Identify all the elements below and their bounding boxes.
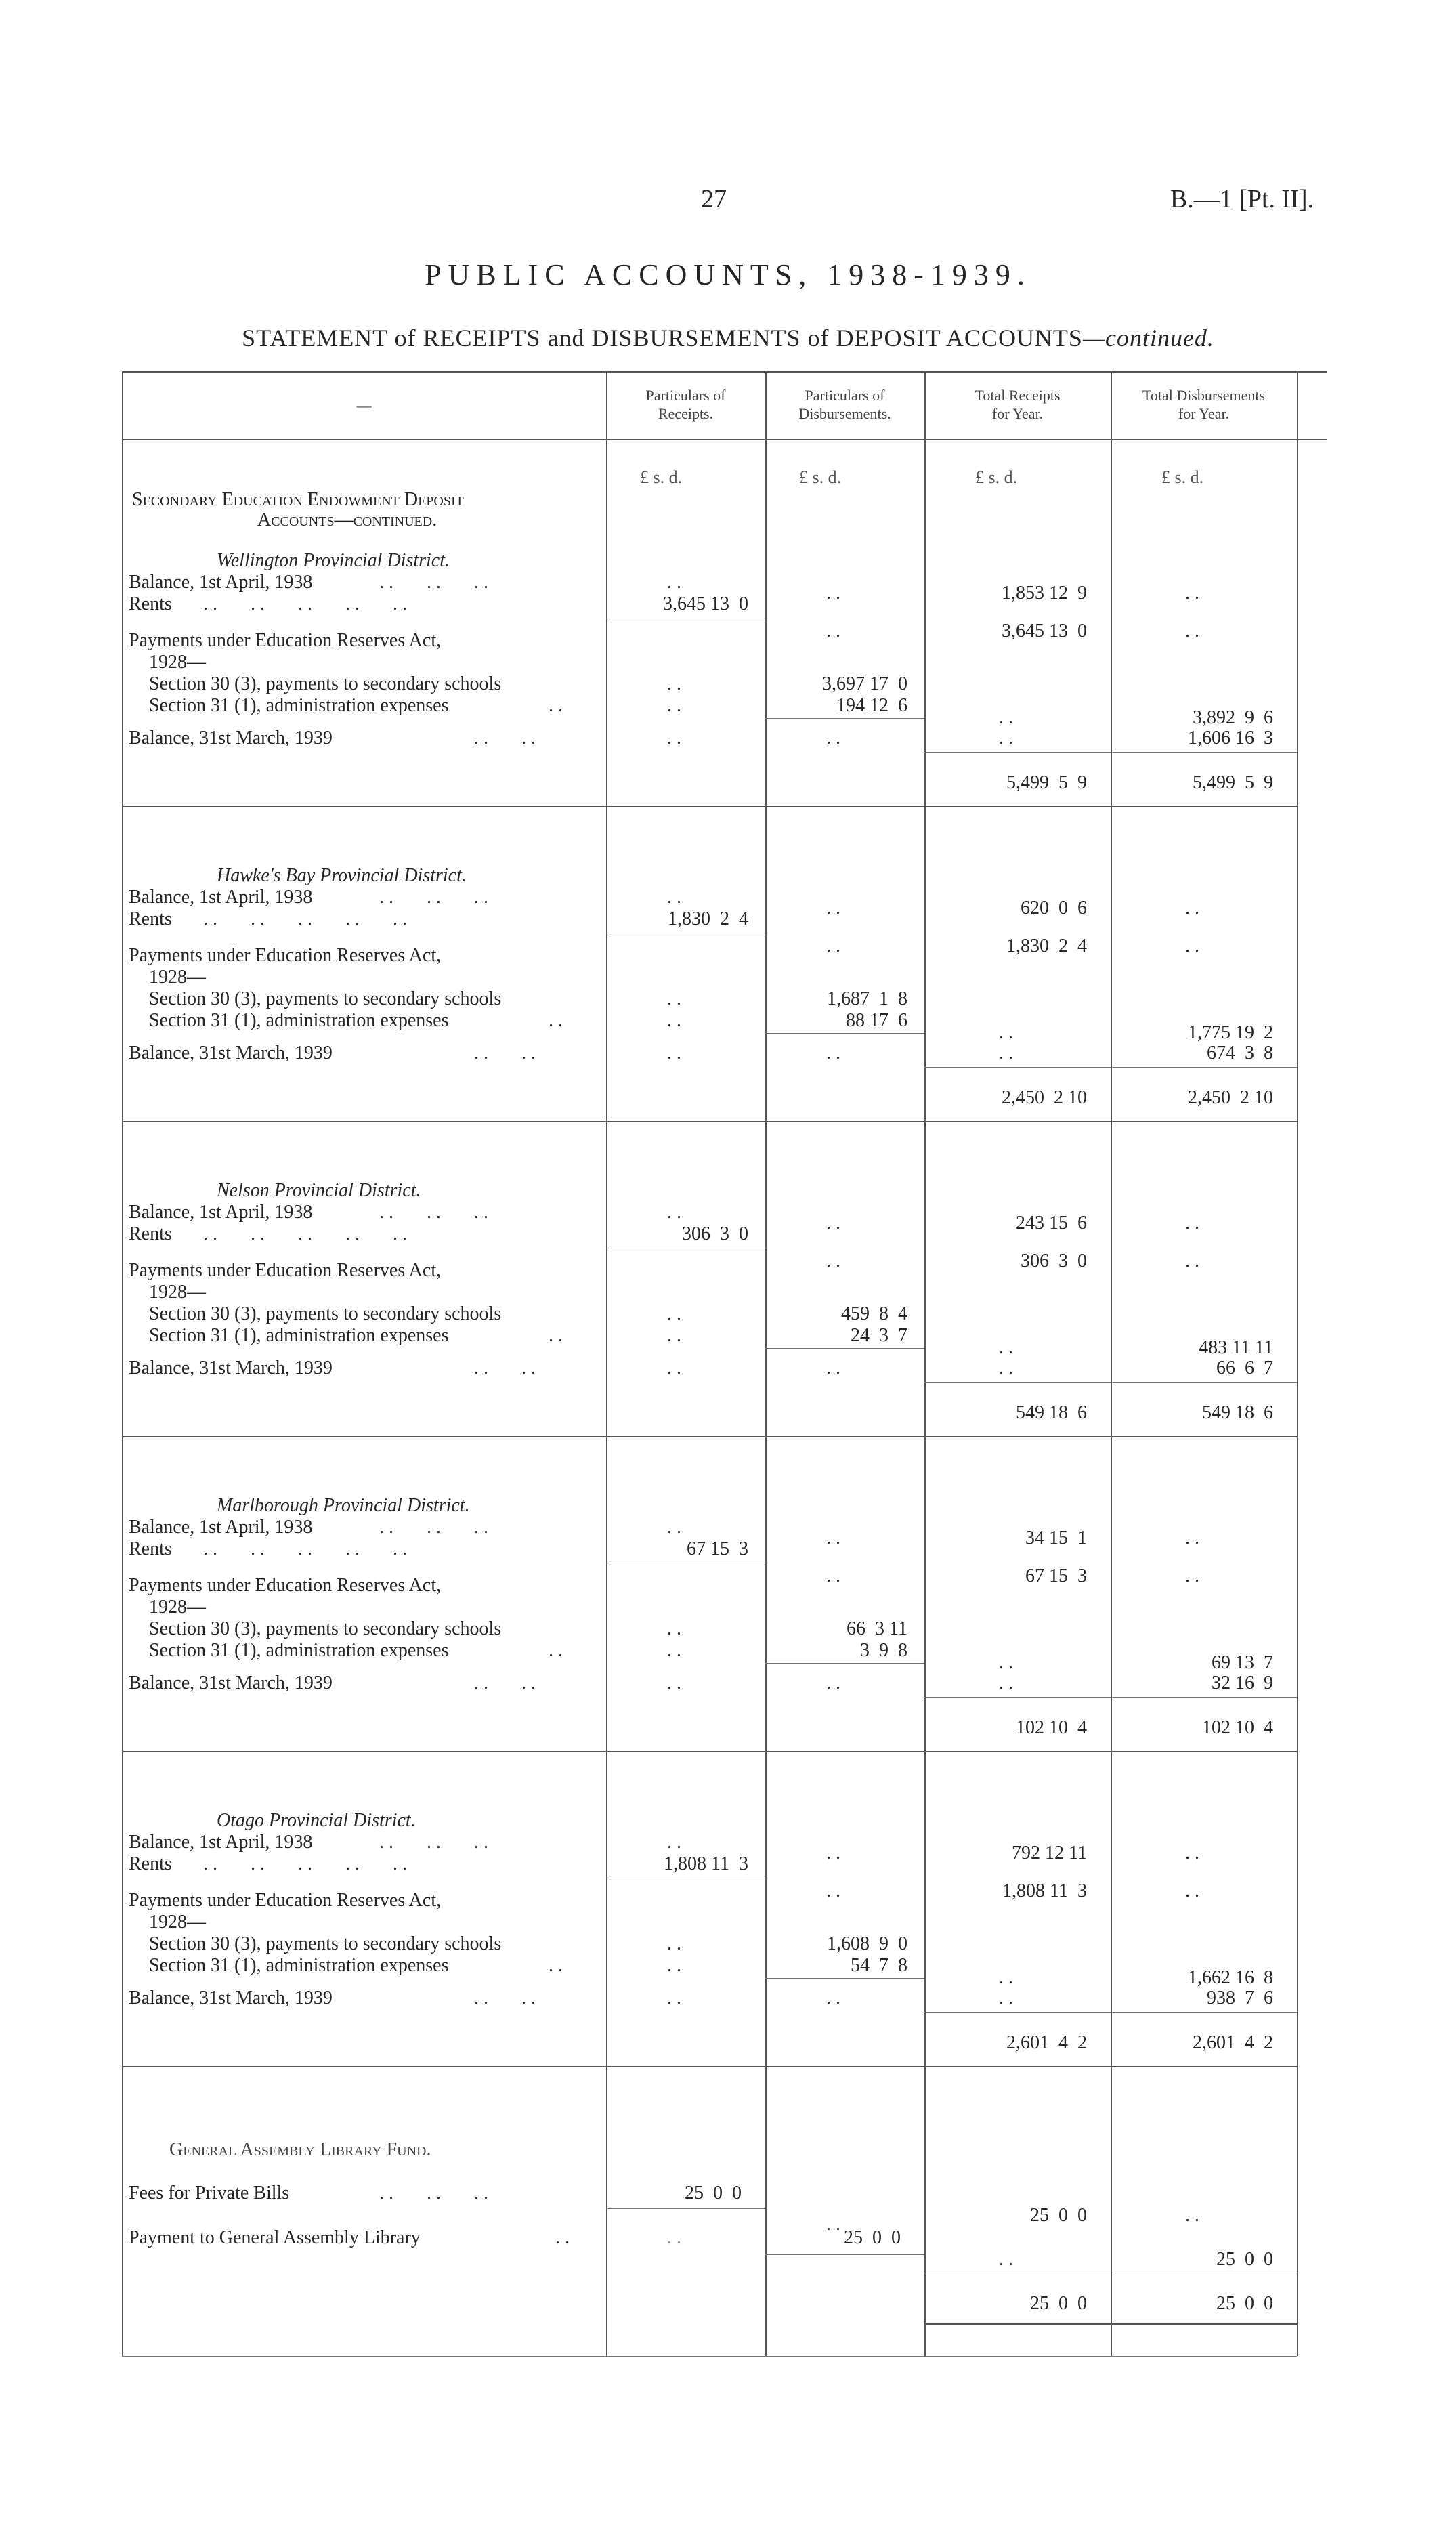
table-left-rule — [122, 371, 123, 2356]
balance-close-label: Balance, 31st March, 1939 — [129, 1987, 333, 2008]
receipts-dots: . . — [667, 1640, 681, 1661]
receipts-dots: . . — [667, 695, 681, 716]
library-receipts-rule — [606, 2208, 765, 2209]
total-receipts-balance: 620 0 6 — [1021, 898, 1087, 919]
payments-year: 1928— — [149, 967, 206, 988]
receipts-dots: . . — [667, 1325, 681, 1346]
page-title: PUBLIC ACCOUNTS, 1938-1939. — [425, 258, 1031, 291]
section-total-disbursements: 5,499 5 9 — [1193, 772, 1273, 793]
tr-dots: . . — [999, 1672, 1013, 1693]
td-dots: . . — [1185, 1565, 1199, 1586]
receipts-dots: . . — [667, 673, 681, 694]
document-reference: B.—1 [Pt. II]. — [1170, 185, 1314, 213]
payments-label: Payments under Education Reserves Act, — [129, 1575, 442, 1596]
section-31-value: 88 17 6 — [846, 1010, 907, 1031]
district-name: Wellington Provincial District. — [217, 550, 450, 571]
section-30-value: 66 3 11 — [847, 1618, 907, 1639]
disb-rule — [765, 1033, 924, 1034]
rents-label: Rents — [129, 1538, 172, 1559]
balance-close-leaders: . . . . — [474, 1042, 536, 1063]
total-rule — [924, 1697, 1297, 1698]
district-name: Hawke's Bay Provincial District. — [217, 865, 467, 886]
disb-dots: . . — [826, 728, 840, 749]
section-total-receipts: 102 10 4 — [1016, 1717, 1087, 1738]
disb-rule — [765, 1348, 924, 1349]
receipts-dots: . . — [667, 1010, 681, 1031]
td-dots: . . — [1185, 898, 1199, 919]
section-30-label: Section 30 (3), payments to secondary schools — [149, 673, 502, 694]
payment-leaders: . . — [555, 2227, 570, 2248]
library-total-receipts: 25 0 0 — [1030, 2205, 1087, 2226]
disb-dots: . . — [826, 1842, 840, 1863]
rents-leaders: . . . . . . . . . . — [203, 908, 407, 929]
disb-rule — [765, 1663, 924, 1664]
balance-open-label: Balance, 1st April, 1938 — [129, 572, 313, 593]
disb-dots: . . — [826, 898, 840, 919]
td-dots: . . — [1185, 935, 1199, 956]
total-disbursements-payments: 69 13 7 — [1212, 1652, 1273, 1673]
disb-rule — [765, 1978, 924, 1979]
total-receipts-rents: 67 15 3 — [1025, 1565, 1087, 1586]
section-30-value: 1,687 1 8 — [827, 988, 907, 1009]
tr-dots: . . — [999, 1987, 1013, 2008]
total-disbursements-payments: 483 11 11 — [1199, 1337, 1273, 1358]
balance-open-leaders: . . . . . . — [379, 572, 488, 593]
receipts-dots: . . — [667, 1832, 681, 1853]
disb-dots: . . — [826, 1042, 840, 1063]
receipts-dots: . . — [667, 1618, 681, 1639]
table-right-rule — [1297, 371, 1298, 2356]
total-disbursements-payments: 3,892 9 6 — [1193, 707, 1273, 728]
section-separator-rule — [122, 1121, 1297, 1122]
fees-label: Fees for Private Bills — [129, 2183, 290, 2204]
receipts-dots: . . — [667, 1202, 681, 1223]
balance-close-label: Balance, 31st March, 1939 — [129, 1042, 333, 1063]
balance-open-leaders: . . . . . . — [379, 1517, 488, 1538]
tr-dots: . . — [999, 728, 1013, 749]
payments-year: 1928— — [149, 1912, 206, 1933]
page-number: 27 — [701, 185, 727, 213]
receipts-dots: . . — [667, 1517, 681, 1538]
col-rule-3 — [924, 371, 926, 2356]
units-total-receipts: £ s. d. — [975, 467, 1018, 487]
col-rule-1 — [606, 371, 607, 2356]
library-double-rule — [924, 2323, 1297, 2325]
library-fund-title: General Assembly Library Fund. — [169, 2139, 431, 2160]
section-31-label: Section 31 (1), administration expenses — [149, 1955, 449, 1976]
fees-leaders: . . . . . . — [379, 2183, 488, 2204]
rents-leaders: . . . . . . . . . . — [203, 1853, 407, 1874]
library-disb-rule — [765, 2254, 924, 2255]
payment-receipts-dots: . . — [667, 2227, 681, 2248]
total-receipts-rents: 1,808 11 3 — [1002, 1880, 1087, 1901]
section-30-label: Section 30 (3), payments to secondary schools — [149, 1933, 502, 1954]
table-top-rule — [122, 371, 1327, 373]
total-receipts-rents: 1,830 2 4 — [1006, 935, 1087, 956]
rents-label: Rents — [129, 1853, 172, 1874]
total-disbursements-payments: 1,775 19 2 — [1188, 1022, 1273, 1043]
section-31-leaders: . . — [549, 1955, 563, 1976]
rents-label: Rents — [129, 908, 172, 929]
section-31-value: 24 3 7 — [851, 1325, 907, 1346]
tr-dots: . . — [999, 707, 1013, 728]
disb-dots: . . — [826, 583, 840, 604]
col-header-total-receipts: Total Receipts for Year. — [975, 387, 1061, 422]
receipts-dots: . . — [667, 1357, 681, 1378]
payment-label: Payment to General Assembly Library — [129, 2227, 421, 2248]
district-name: Otago Provincial District. — [217, 1810, 416, 1831]
rents-receipt-value: 3,645 13 0 — [663, 593, 748, 614]
section-31-label: Section 31 (1), administration expenses — [149, 695, 449, 716]
balance-close-leaders: . . . . — [474, 1987, 536, 2008]
col-header-description: — — [356, 397, 372, 414]
section-31-value: 3 9 8 — [860, 1640, 907, 1661]
total-receipts-rents: 3,645 13 0 — [1002, 620, 1087, 641]
disb-dots: . . — [826, 1672, 840, 1693]
balance-close-label: Balance, 31st March, 1939 — [129, 1672, 333, 1693]
receipts-dots: . . — [667, 1933, 681, 1954]
total-rule — [924, 752, 1297, 753]
section-31-label: Section 31 (1), administration expenses — [149, 1010, 449, 1031]
balance-open-leaders: . . . . . . — [379, 1202, 488, 1223]
receipts-dots: . . — [667, 1955, 681, 1976]
section-30-value: 3,697 17 0 — [822, 673, 907, 694]
section-total-disbursements: 102 10 4 — [1202, 1717, 1273, 1738]
section-total-disbursements: 2,450 2 10 — [1188, 1087, 1273, 1108]
disb-dots: . . — [826, 1987, 840, 2008]
tr-dots: . . — [999, 1967, 1013, 1988]
section-separator-rule — [122, 1436, 1297, 1437]
rents-leaders: . . . . . . . . . . — [203, 1538, 407, 1559]
total-rule — [924, 1067, 1297, 1068]
section-31-value: 194 12 6 — [836, 695, 907, 716]
table-bottom-rule — [122, 2356, 1297, 2357]
total-receipts-balance: 34 15 1 — [1025, 1528, 1087, 1549]
account-heading: Secondary Education Endowment Deposit — [132, 489, 464, 510]
col-header-receipts: Particulars of Receipts. — [645, 387, 726, 422]
disb-dots: . . — [826, 1565, 840, 1586]
section-30-label: Section 30 (3), payments to secondary schools — [149, 1303, 502, 1324]
col-header-total-disbursements: Total Disbursements for Year. — [1142, 387, 1266, 422]
section-31-leaders: . . — [549, 1010, 563, 1031]
library-tr-dots: . . — [999, 2249, 1013, 2270]
disb-dots: . . — [826, 620, 840, 641]
td-dots: . . — [1185, 620, 1199, 641]
section-31-leaders: . . — [549, 695, 563, 716]
rents-label: Rents — [129, 1223, 172, 1244]
section-31-leaders: . . — [549, 1325, 563, 1346]
rents-label: Rents — [129, 593, 172, 614]
payments-label: Payments under Education Reserves Act, — [129, 945, 442, 966]
total-receipts-balance: 243 15 6 — [1016, 1213, 1087, 1234]
section-separator-rule — [122, 2066, 1297, 2067]
td-dots: . . — [1185, 583, 1199, 604]
total-receipts-balance: 792 12 11 — [1012, 1842, 1087, 1863]
rents-receipt-value: 1,830 2 4 — [668, 908, 748, 929]
receipts-dots: . . — [667, 1987, 681, 2008]
payments-label: Payments under Education Reserves Act, — [129, 630, 442, 651]
tr-dots: . . — [999, 1357, 1013, 1378]
rents-receipt-value: 67 15 3 — [687, 1538, 748, 1559]
section-30-label: Section 30 (3), payments to secondary schools — [149, 988, 502, 1009]
payments-label: Payments under Education Reserves Act, — [129, 1260, 442, 1281]
disb-rule — [765, 718, 924, 719]
balance-close-leaders: . . . . — [474, 1672, 536, 1693]
total-disbursements-balance: 938 7 6 — [1207, 1987, 1273, 2008]
balance-close-label: Balance, 31st March, 1939 — [129, 1357, 333, 1378]
section-total-receipts: 549 18 6 — [1016, 1402, 1087, 1423]
tr-dots: . . — [999, 1042, 1013, 1063]
tr-dots: . . — [999, 1337, 1013, 1358]
tr-dots: . . — [999, 1652, 1013, 1673]
disb-dots: . . — [826, 1250, 840, 1271]
section-30-value: 1,608 9 0 — [827, 1933, 907, 1954]
section-30-value: 459 8 4 — [841, 1303, 907, 1324]
section-total-receipts: 5,499 5 9 — [1006, 772, 1087, 793]
receipts-dots: . . — [667, 988, 681, 1009]
tr-dots: . . — [999, 1022, 1013, 1043]
receipts-dots: . . — [667, 887, 681, 908]
total-disbursements-balance: 32 16 9 — [1212, 1672, 1273, 1693]
disb-dots: . . — [826, 935, 840, 956]
library-td-dots: . . — [1185, 2205, 1199, 2226]
library-total-disbursements: 25 0 0 — [1216, 2249, 1273, 2270]
total-disbursements-balance: 66 6 7 — [1216, 1357, 1273, 1378]
section-31-label: Section 31 (1), administration expenses — [149, 1640, 449, 1661]
td-dots: . . — [1185, 1880, 1199, 1901]
total-rule — [924, 1382, 1297, 1383]
total-disbursements-balance: 674 3 8 — [1207, 1042, 1273, 1063]
balance-close-label: Balance, 31st March, 1939 — [129, 728, 333, 749]
header-bottom-rule — [122, 439, 1327, 440]
library-grand-total-receipts: 25 0 0 — [1030, 2293, 1087, 2314]
district-name: Marlborough Provincial District. — [217, 1495, 470, 1516]
section-30-label: Section 30 (3), payments to secondary schools — [149, 1618, 502, 1639]
total-disbursements-payments: 1,662 16 8 — [1188, 1967, 1273, 1988]
section-31-leaders: . . — [549, 1640, 563, 1661]
statement-title: STATEMENT of RECEIPTS and DISBURSEMENTS of DEPOSIT ACCOUNTS—continued. — [242, 324, 1214, 352]
payments-year: 1928— — [149, 1597, 206, 1618]
section-total-receipts: 2,450 2 10 — [1002, 1087, 1087, 1108]
balance-open-label: Balance, 1st April, 1938 — [129, 1202, 313, 1223]
library-grand-total-disbursements: 25 0 0 — [1216, 2293, 1273, 2314]
balance-open-leaders: . . . . . . — [379, 887, 488, 908]
total-receipts-rents: 306 3 0 — [1021, 1250, 1087, 1271]
balance-close-leaders: . . . . — [474, 728, 536, 749]
balance-close-leaders: . . . . — [474, 1357, 536, 1378]
units-total-disbursements: £ s. d. — [1161, 467, 1204, 487]
account-heading-cont: Accounts—continued. — [257, 509, 437, 530]
balance-open-label: Balance, 1st April, 1938 — [129, 1517, 313, 1538]
section-31-value: 54 7 8 — [851, 1955, 907, 1976]
section-separator-rule — [122, 1751, 1297, 1752]
col-rule-2 — [765, 371, 767, 2356]
total-receipts-balance: 1,853 12 9 — [1002, 583, 1087, 604]
receipts-dots: . . — [667, 1672, 681, 1693]
rents-receipt-value: 1,808 11 3 — [664, 1853, 748, 1874]
rents-leaders: . . . . . . . . . . — [203, 593, 407, 614]
disb-dots: . . — [826, 1880, 840, 1901]
payments-label: Payments under Education Reserves Act, — [129, 1890, 442, 1911]
section-separator-rule — [122, 806, 1297, 807]
rents-leaders: . . . . . . . . . . — [203, 1223, 407, 1244]
col-header-disbursements: Particulars of Disbursements. — [798, 387, 891, 422]
balance-open-label: Balance, 1st April, 1938 — [129, 1832, 313, 1853]
receipts-dots: . . — [667, 728, 681, 749]
section-total-disbursements: 549 18 6 — [1202, 1402, 1273, 1423]
td-dots: . . — [1185, 1528, 1199, 1549]
section-31-label: Section 31 (1), administration expenses — [149, 1325, 449, 1346]
td-dots: . . — [1185, 1213, 1199, 1234]
payments-year: 1928— — [149, 652, 206, 673]
receipts-dots: . . — [667, 572, 681, 593]
payment-disb-dots: . . — [826, 2214, 840, 2235]
fees-receipts-value: 25 0 0 — [685, 2183, 742, 2204]
receipts-dots: . . — [667, 1042, 681, 1063]
disb-dots: . . — [826, 1528, 840, 1549]
units-disbursements: £ s. d. — [799, 467, 842, 487]
balance-open-label: Balance, 1st April, 1938 — [129, 887, 313, 908]
units-receipts: £ s. d. — [640, 467, 683, 487]
disb-dots: . . — [826, 1213, 840, 1234]
payments-year: 1928— — [149, 1282, 206, 1303]
receipts-dots: . . — [667, 1303, 681, 1324]
section-total-receipts: 2,601 4 2 — [1006, 2032, 1087, 2053]
payment-disbursement-value: 25 0 0 — [844, 2227, 901, 2248]
section-total-disbursements: 2,601 4 2 — [1193, 2032, 1273, 2053]
td-dots: . . — [1185, 1250, 1199, 1271]
balance-open-leaders: . . . . . . — [379, 1832, 488, 1853]
disb-dots: . . — [826, 1357, 840, 1378]
td-dots: . . — [1185, 1842, 1199, 1863]
total-rule — [924, 2012, 1297, 2013]
total-disbursements-balance: 1,606 16 3 — [1188, 728, 1273, 749]
rents-receipt-value: 306 3 0 — [682, 1223, 748, 1244]
district-name: Nelson Provincial District. — [217, 1180, 421, 1201]
